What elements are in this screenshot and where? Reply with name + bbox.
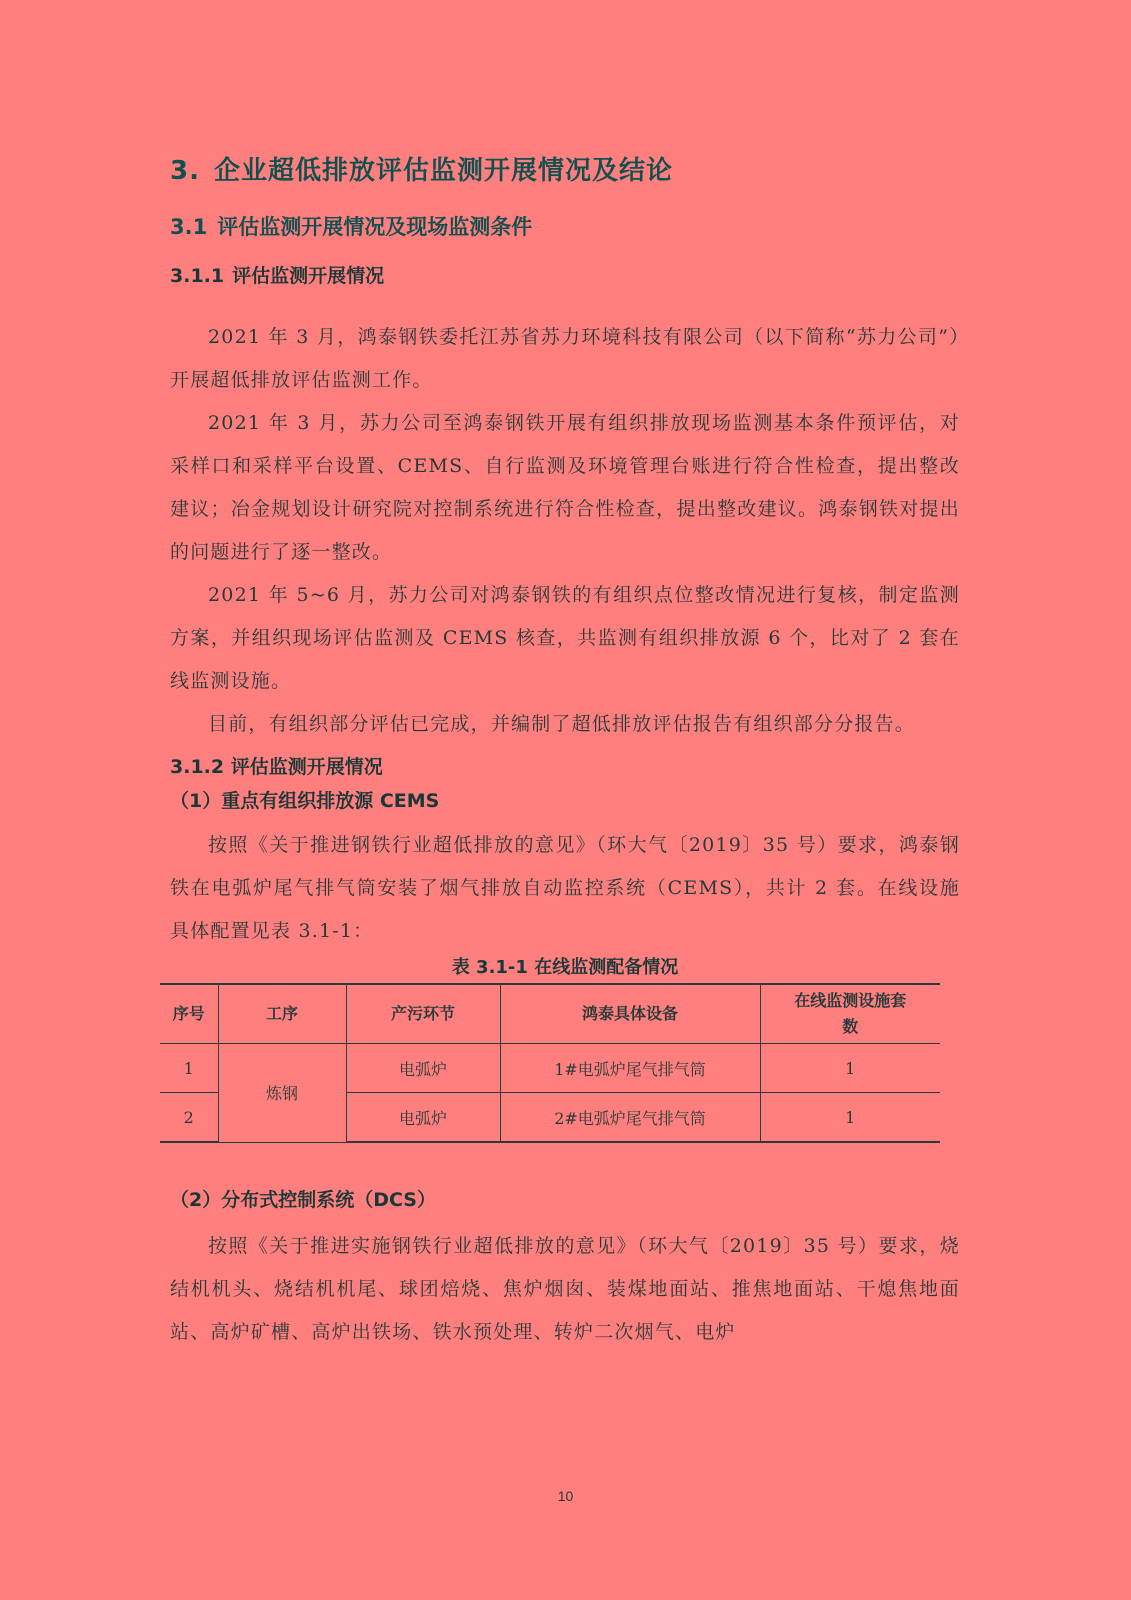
cell-count: 1 (760, 1093, 940, 1143)
paragraph: 2021 年 5~6 月，苏力公司对鸿泰钢铁的有组织点位整改情况进行复核，制定监测方案，并组织现场评估监测及 CEMS 核查，共监测有组织排放源 6 个，比对了 2 套在线监测设施。 (170, 584, 960, 692)
cell-equipment: 2#电弧炉尾气排气筒 (500, 1093, 760, 1143)
header-cell: 序号 (160, 984, 218, 1044)
item-heading-dcs: （2）分布式控制系统（DCS） (170, 1189, 436, 1211)
cell-no: 1 (160, 1044, 218, 1093)
header-cell: 产污环节 (346, 984, 500, 1044)
subsection-title: 评估监测开展情况及现场监测条件 (217, 215, 533, 239)
document-page (170, 150, 960, 1354)
subsubsection-heading-3-1-2: 3.1.2 评估监测开展情况 (170, 756, 383, 778)
header-cell (760, 984, 940, 1044)
table-row (160, 1044, 940, 1093)
subsection-heading-3-1 (170, 211, 960, 241)
section-heading-3 (170, 150, 960, 187)
monitoring-table (160, 983, 940, 1143)
cell-no: 2 (160, 1093, 218, 1143)
cell-stage: 电弧炉 (346, 1044, 500, 1093)
paragraph: 按照《关于推进实施钢铁行业超低排放的意见》（环大气〔2019〕35 号）要求，烧结机机头、烧结机机尾、球团焙烧、焦炉烟囱、装煤地面站、推焦地面站、干熄焦地面站、高炉矿槽、高炉出铁场、铁水预处理、转炉二次烟气、电炉 (170, 1235, 960, 1343)
header-cell: 鸿泰具体设备 (500, 984, 760, 1044)
paragraph: 2021 年 3 月，鸿泰钢铁委托江苏省苏力环境科技有限公司（以下简称“苏力公司”）开展超低排放评估监测工作。 (170, 326, 960, 391)
cell-count: 1 (760, 1044, 940, 1093)
subsubsection-title: 评估监测开展情况 (232, 265, 385, 287)
header-cell: 工序 (218, 984, 346, 1044)
subsection-number: 3.1 (170, 215, 208, 239)
paragraph: 2021 年 3 月，苏力公司至鸿泰钢铁开展有组织排放现场监测基本条件预评估，对采样口和采样平台设置、CEMS、自行监测及环境管理台账进行符合性检查，提出整改建议；冶金规划设计研究院对控制系统进行符合性检查，提出整改建议。鸿泰钢铁对提出的问题进行了逐一整改。 (170, 412, 960, 563)
subsubsection-heading-3-1-1 (170, 261, 960, 288)
header-cell-text: 在线监测设施套数 (794, 991, 907, 1036)
cell-process: 炼钢 (218, 1044, 346, 1143)
cell-equipment: 1#电弧炉尾气排气筒 (500, 1044, 760, 1093)
paragraph: 目前，有组织部分评估已完成，并编制了超低排放评估报告有组织部分分报告。 (208, 713, 916, 735)
table-caption: 表 3.1-1 在线监测配备情况 (451, 957, 679, 978)
subsubsection-number: 3.1.1 (170, 265, 225, 287)
cell-stage: 电弧炉 (346, 1093, 500, 1143)
paragraph: 按照《关于推进钢铁行业超低排放的意见》（环大气〔2019〕35 号）要求，鸿泰钢铁在电弧炉尾气排气筒安装了烟气排放自动监控系统（CEMS），共计 2 套。在线设施具体配置见表 3.1-1： (170, 834, 960, 942)
table-header-row (160, 984, 940, 1044)
item-heading-cems: （1）重点有组织排放源 CEMS (170, 790, 440, 812)
section-number: 3. (170, 156, 200, 186)
page-number: 10 (557, 1488, 574, 1504)
section-title: 企业超低排放评估监测开展情况及结论 (213, 156, 673, 186)
